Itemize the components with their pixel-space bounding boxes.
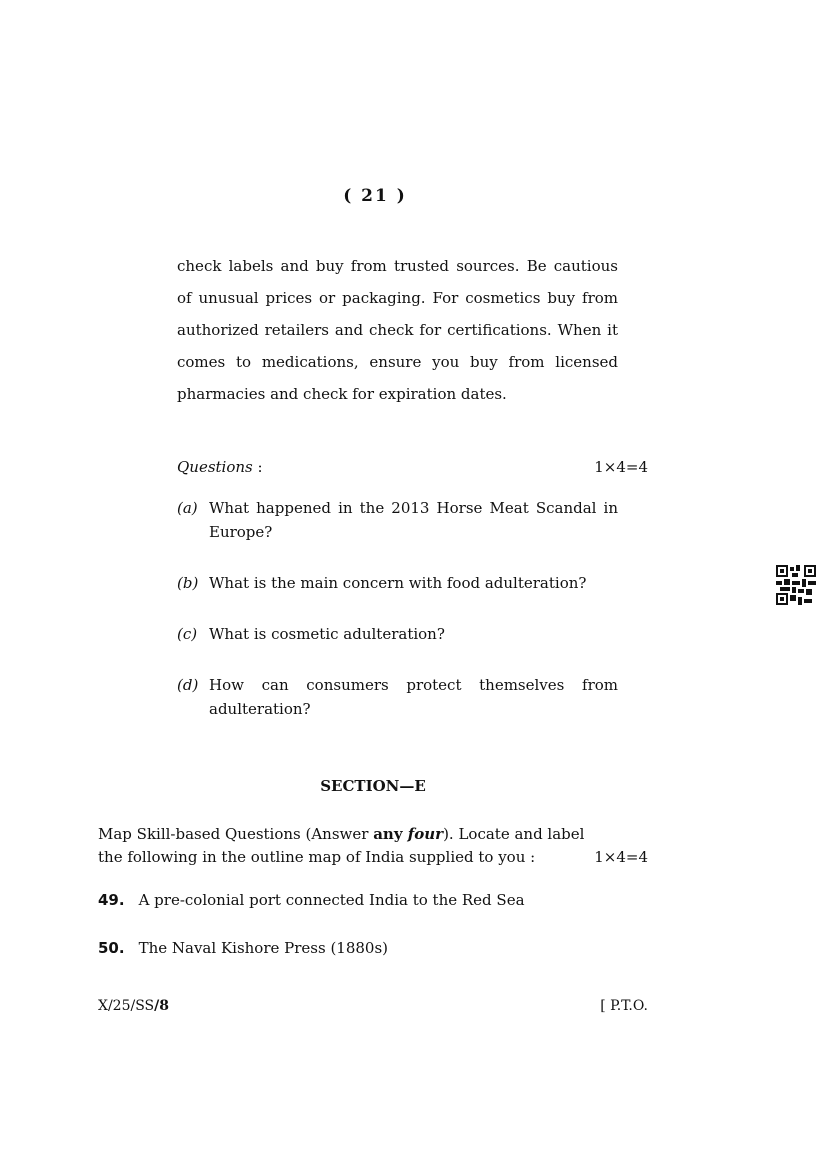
question-label: (b) <box>177 574 199 592</box>
map-instructions <box>98 823 648 869</box>
map-item-49 <box>98 891 525 909</box>
instruction-bold: any <box>373 825 408 843</box>
paper-code-set: /8 <box>154 998 170 1014</box>
questions-marks: 1×4=4 <box>594 458 648 476</box>
passage-text: check labels and buy from trusted sources. Be cautious of unusual prices or packaging. For cosmetics buy from authorized retailers and check for certifications. When it comes to medications, ensure you buy from licensed pharmacies and check for expiration dates. <box>177 257 618 403</box>
question-a <box>177 496 618 544</box>
question-label: (a) <box>177 499 198 517</box>
item-text: The Naval Kishore Press (1880s) <box>138 939 389 957</box>
question-text: What is the main concern with food adulteration? <box>209 574 587 592</box>
pto-label: [ P.T.O. <box>600 998 648 1014</box>
instruction-bold-italic: four <box>407 825 444 843</box>
item-number: 50. <box>98 939 125 957</box>
question-text: How can consumers protect themselves from adulteration? <box>209 676 618 718</box>
colon: : <box>257 458 263 476</box>
item-number: 49. <box>98 891 125 909</box>
instruction-text: the following in the outline map of India supplied to you : <box>98 848 536 866</box>
page-footer <box>98 998 648 1014</box>
question-text: What happened in the 2013 Horse Meat Scandal in Europe? <box>209 499 618 541</box>
question-label: (c) <box>177 625 198 643</box>
qr-code-icon <box>776 565 816 605</box>
paper-code: X/25/SS <box>98 998 155 1014</box>
question-text: What is cosmetic adulteration? <box>209 625 445 643</box>
item-text: A pre-colonial port connected India to the Red Sea <box>138 891 525 909</box>
instruction-text: Map Skill-based Questions (Answer <box>98 825 374 843</box>
section-title: SECTION—E <box>320 777 426 795</box>
questions-heading <box>177 458 648 476</box>
instruction-text: ). Locate and label <box>443 825 585 843</box>
question-label: (d) <box>177 676 199 694</box>
page-number: ( 21 ) <box>343 186 407 206</box>
map-marks: 1×4=4 <box>594 848 648 866</box>
question-c <box>177 622 618 646</box>
question-b <box>177 571 618 595</box>
map-item-50 <box>98 939 388 957</box>
questions-label: Questions <box>177 458 253 476</box>
question-d <box>177 673 618 721</box>
